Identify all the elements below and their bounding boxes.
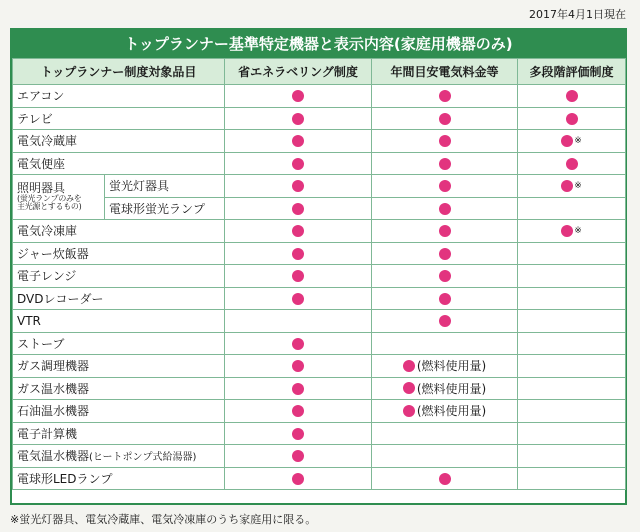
marker-dot: [439, 248, 451, 260]
table-row: [13, 355, 626, 378]
table-row: [13, 107, 626, 130]
cell-labeling: [225, 310, 372, 333]
cell-labeling: [225, 287, 372, 310]
marker-dot: [561, 135, 573, 147]
header-row: [13, 59, 626, 85]
table-row: [13, 220, 626, 243]
cell-electricity-cost: [372, 332, 518, 355]
cell-electricity-cost: [372, 400, 518, 423]
marker-dot: [403, 405, 415, 417]
marker-dot: [292, 225, 304, 237]
marker-dot: [292, 293, 304, 305]
item-name: [13, 220, 225, 243]
item-name-sub: (ヒートポンプ式給湯器): [89, 452, 197, 464]
table-row: [13, 310, 626, 333]
cell-electricity-cost: [372, 265, 518, 288]
cell-electricity-cost: [372, 467, 518, 490]
cell-electricity-cost: [372, 130, 518, 153]
cell-multi-stage-rating: [518, 355, 626, 378]
item-name: [13, 107, 225, 130]
marker-dot: [561, 225, 573, 237]
table-row: [13, 400, 626, 423]
marker-dot: [566, 113, 578, 125]
marker-dot: [439, 135, 451, 147]
footnote: ※蛍光灯器具、電気冷蔵庫、電気冷凍庫のうち家庭用に限る。: [10, 513, 317, 526]
marker-dot: [292, 428, 304, 440]
header-electricity-cost: 年間目安電気料金等: [372, 59, 518, 85]
cell-multi-stage-rating: [518, 287, 626, 310]
marker-dot: [439, 203, 451, 215]
item-name-text: ガス温水機器: [17, 381, 90, 396]
cell-electricity-cost: [372, 242, 518, 265]
marker-dot: [439, 270, 451, 282]
marker-dot: [292, 180, 304, 192]
item-name-text: ジャー炊飯器: [17, 246, 89, 261]
marker-dot: [292, 473, 304, 485]
table-row: [13, 287, 626, 310]
item-name: [13, 332, 225, 355]
marker-dot: [292, 383, 304, 395]
marker-dot: [292, 450, 304, 462]
item-name-text: 電気冷凍庫: [17, 224, 78, 239]
header-multi-stage-rating: 多段階評価制度: [518, 59, 626, 85]
item-name: [13, 85, 225, 108]
table-row: [13, 130, 626, 153]
item-name-text: VTR: [17, 313, 41, 328]
item-name: [13, 400, 225, 423]
item-name: [13, 130, 225, 153]
marker-dot: [439, 473, 451, 485]
table-title: トップランナー基準特定機器と表示内容(家庭用機器のみ): [12, 30, 625, 58]
table-row: [13, 445, 626, 468]
cell-multi-stage-rating: [518, 422, 626, 445]
table-row: [13, 332, 626, 355]
cell-multi-stage-rating: [518, 377, 626, 400]
item-name-text: ストーブ: [17, 336, 65, 351]
cell-multi-stage-rating: [518, 152, 626, 175]
marker-dot: [439, 113, 451, 125]
header-labeling: 省エネラベリング制度: [225, 59, 372, 85]
marker-dot: [292, 203, 304, 215]
table-body: [13, 85, 626, 490]
marker-dot: [439, 293, 451, 305]
lighting-group-note-1: (蛍光ランプのみを: [17, 193, 82, 203]
cell-labeling: [225, 85, 372, 108]
cell-electricity-cost: [372, 107, 518, 130]
table-row: [13, 265, 626, 288]
table-row: [13, 175, 626, 198]
table-row: [13, 467, 626, 490]
item-name: [105, 197, 225, 220]
lighting-group-label: 照明器具: [17, 181, 66, 196]
cell-multi-stage-rating: [518, 197, 626, 220]
cell-multi-stage-rating: [518, 265, 626, 288]
cell-labeling: [225, 175, 372, 198]
cell-labeling: [225, 332, 372, 355]
marker-dot: [403, 360, 415, 372]
item-name: [13, 467, 225, 490]
cell-labeling: [225, 220, 372, 243]
cell-multi-stage-rating: [518, 85, 626, 108]
marker-dot: [439, 225, 451, 237]
item-name-text: テレビ: [17, 111, 53, 126]
cell-multi-stage-rating: [518, 467, 626, 490]
marker-dot: [439, 180, 451, 192]
cell-electricity-cost: [372, 197, 518, 220]
cell-electricity-cost: [372, 377, 518, 400]
item-name-text: 電子レンジ: [17, 269, 77, 284]
item-name-text: DVDレコーダー: [17, 291, 104, 306]
marker-dot: [292, 248, 304, 260]
cell-multi-stage-rating: [518, 242, 626, 265]
cell-labeling: [225, 152, 372, 175]
cell-labeling: [225, 422, 372, 445]
cell-multi-stage-rating: [518, 445, 626, 468]
electricity-cost-note: (燃料使用量): [416, 359, 487, 374]
item-name: [13, 355, 225, 378]
cell-multi-stage-rating: [518, 130, 626, 153]
standards-table: [12, 58, 626, 490]
item-name: [13, 265, 225, 288]
marker-dot: [292, 158, 304, 170]
cell-electricity-cost: [372, 422, 518, 445]
marker-dot: [566, 90, 578, 102]
cell-labeling: [225, 445, 372, 468]
item-name-text: 電気温水機器: [17, 449, 90, 464]
cell-multi-stage-rating: [518, 175, 626, 198]
cell-multi-stage-rating: [518, 107, 626, 130]
item-name-text: 石油温水機器: [17, 404, 90, 419]
marker-dot: [292, 338, 304, 350]
table-row: [13, 152, 626, 175]
table-row: [13, 242, 626, 265]
item-name: [13, 287, 225, 310]
cell-electricity-cost: [372, 85, 518, 108]
lighting-group-cell: [13, 175, 105, 220]
marker-dot: [439, 90, 451, 102]
item-name: [13, 310, 225, 333]
cell-labeling: [225, 242, 372, 265]
item-name-text: 電気冷蔵庫: [17, 134, 78, 149]
item-name: [13, 377, 225, 400]
item-name-text: 電子計算機: [17, 426, 78, 441]
marker-dot: [292, 113, 304, 125]
item-name-text: 電気便座: [17, 156, 66, 171]
cell-labeling: [225, 467, 372, 490]
electricity-cost-note: (燃料使用量): [416, 381, 487, 396]
cell-multi-stage-rating: [518, 220, 626, 243]
marker-dot: [292, 405, 304, 417]
marker-dot: [561, 180, 573, 192]
date-label: 2017年4月1日現在: [529, 8, 626, 21]
cell-multi-stage-rating: [518, 400, 626, 423]
cell-labeling: [225, 107, 372, 130]
item-name: [13, 445, 225, 468]
marker-dot: [439, 315, 451, 327]
cell-labeling: [225, 377, 372, 400]
cell-labeling: [225, 400, 372, 423]
multi-stage-rating-note: ※: [574, 181, 582, 192]
item-name-text: 電球形蛍光ランプ: [109, 201, 206, 216]
marker-dot: [566, 158, 578, 170]
cell-multi-stage-rating: [518, 332, 626, 355]
cell-electricity-cost: [372, 445, 518, 468]
cell-electricity-cost: [372, 310, 518, 333]
marker-dot: [292, 360, 304, 372]
cell-electricity-cost: [372, 220, 518, 243]
header-item: トップランナー制度対象品目: [13, 59, 225, 85]
cell-electricity-cost: [372, 175, 518, 198]
cell-electricity-cost: [372, 355, 518, 378]
item-name-text: エアコン: [17, 89, 65, 104]
cell-labeling: [225, 130, 372, 153]
item-name: [13, 152, 225, 175]
cell-electricity-cost: [372, 287, 518, 310]
marker-dot: [292, 270, 304, 282]
marker-dot: [292, 90, 304, 102]
table-row: [13, 377, 626, 400]
table-frame: [10, 28, 627, 505]
cell-labeling: [225, 197, 372, 220]
item-name: [105, 175, 225, 198]
table-row: [13, 85, 626, 108]
multi-stage-rating-note: ※: [574, 226, 582, 237]
lighting-group-note-2: 主光源とするもの): [17, 202, 82, 212]
marker-dot: [292, 135, 304, 147]
multi-stage-rating-note: ※: [574, 136, 582, 147]
item-name-text: 蛍光灯器具: [109, 179, 170, 194]
cell-labeling: [225, 355, 372, 378]
marker-dot: [439, 158, 451, 170]
item-name-text: 電球形LEDランプ: [17, 471, 113, 486]
electricity-cost-note: (燃料使用量): [416, 404, 487, 419]
cell-electricity-cost: [372, 152, 518, 175]
table-row: [13, 422, 626, 445]
marker-dot: [403, 382, 415, 394]
cell-labeling: [225, 265, 372, 288]
table-row: [13, 197, 626, 220]
item-name-text: ガス調理機器: [17, 359, 90, 374]
item-name: [13, 242, 225, 265]
cell-multi-stage-rating: [518, 310, 626, 333]
item-name: [13, 422, 225, 445]
